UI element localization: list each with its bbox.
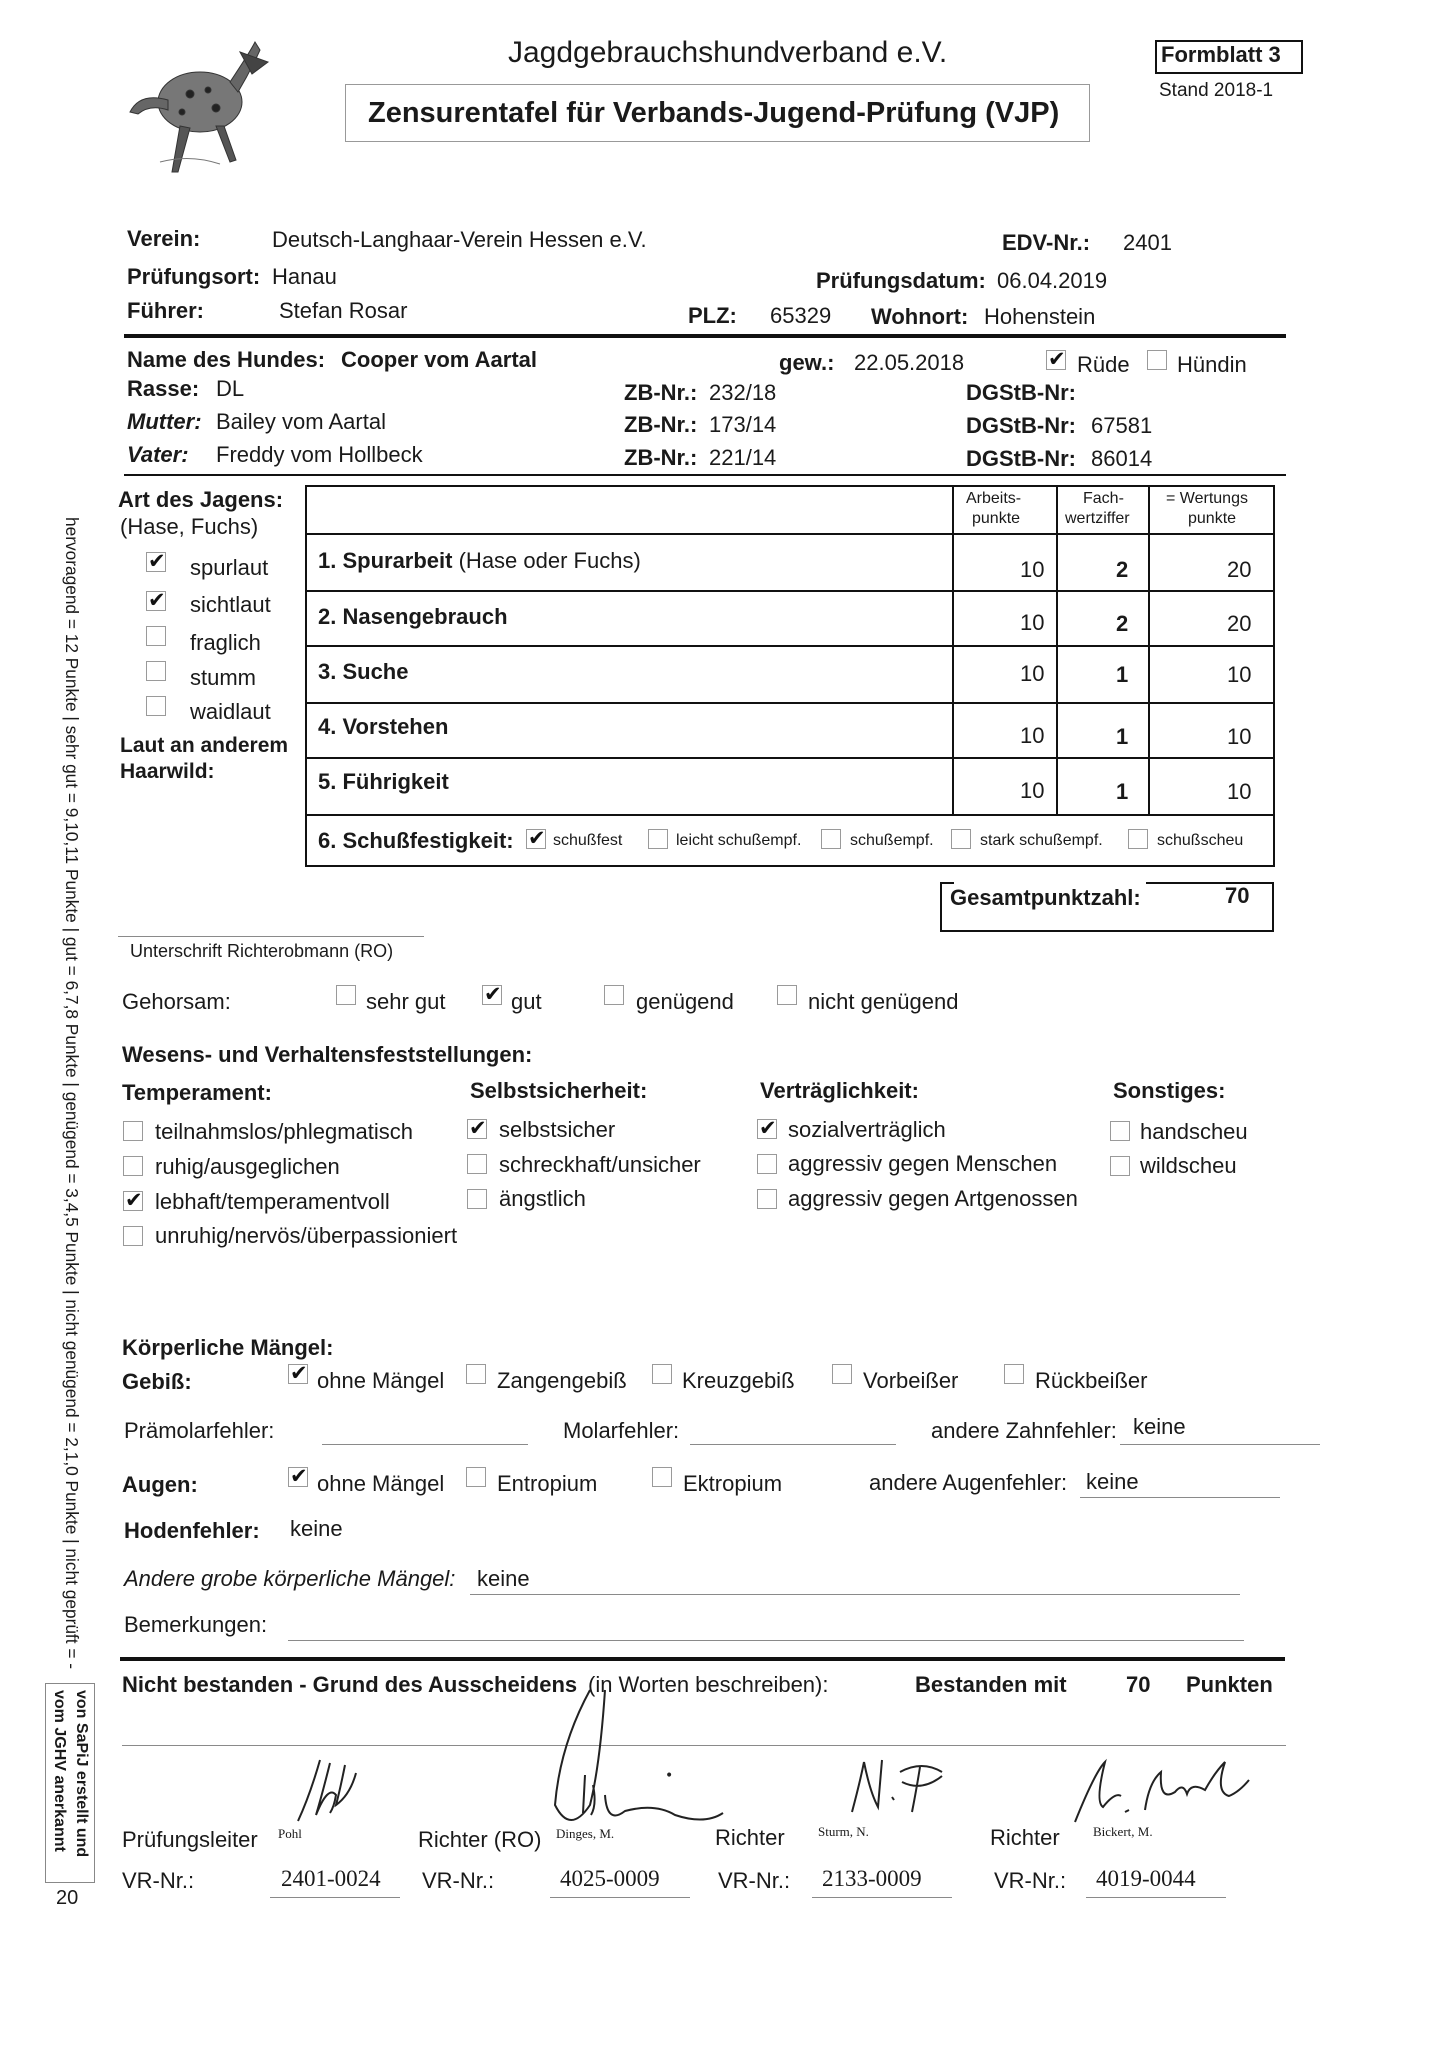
gew-value: 22.05.2018 xyxy=(854,350,965,375)
aengstlich-label: ängstlich xyxy=(499,1186,586,1211)
vater-label: Vater: xyxy=(127,442,189,467)
andere-zahn-value: keine xyxy=(1133,1414,1186,1439)
richter-3-role: Richter xyxy=(990,1825,1060,1850)
signature-sturm xyxy=(842,1752,962,1822)
dgstb-vater-value: 86014 xyxy=(1091,446,1153,471)
total-top-line-right xyxy=(1146,882,1274,884)
formblatt-label: Formblatt 3 xyxy=(1161,42,1281,67)
row-line-3 xyxy=(305,702,1275,704)
schussempf-label: schußempf. xyxy=(850,832,934,849)
wildscheu-label: wildscheu xyxy=(1140,1153,1237,1178)
scores-table xyxy=(305,485,1275,867)
richter-2-vr: 2133-0009 xyxy=(822,1866,922,1891)
zb-mutter-value: 173/14 xyxy=(709,412,777,437)
zb-label-hund: ZB-Nr.: xyxy=(624,380,698,405)
koerper-title: Körperliche Mängel: xyxy=(122,1335,334,1360)
dgstb-mutter-value: 67581 xyxy=(1091,413,1153,438)
spurlaut-checkbox[interactable] xyxy=(146,552,166,572)
unruhig-label: unruhig/nervös/überpassioniert xyxy=(155,1223,458,1248)
nicht-bestanden-label: Nicht bestanden - Grund des Ausscheidens xyxy=(122,1672,578,1697)
sichtlaut-label: sichtlaut xyxy=(190,592,271,617)
arbeits-header-2: punkte xyxy=(972,510,1021,527)
andere-augen-label: andere Augenfehler: xyxy=(869,1470,1068,1495)
pruefungsleiter-vr: 2401-0024 xyxy=(281,1866,381,1891)
fuehrigkeit-ap: 10 xyxy=(1020,778,1045,803)
aggressiv-menschen-checkbox[interactable] xyxy=(757,1154,777,1174)
kreuzgebiss-label: Kreuzgebiß xyxy=(682,1368,795,1393)
richter-2-vr-label: VR-Nr.: xyxy=(718,1868,791,1893)
fach-header-2: wertziffer xyxy=(1065,510,1130,527)
andere-zahn-line xyxy=(1120,1444,1320,1445)
ro-signature-line xyxy=(118,936,424,937)
stand-label: Stand 2018-1 xyxy=(1159,80,1274,101)
entropium-checkbox[interactable] xyxy=(466,1467,486,1487)
edv-label: EDV-Nr.: xyxy=(1002,230,1091,255)
teilnahmslos-label: teilnahmslos/phlegmatisch xyxy=(155,1119,414,1144)
sozialvertraeglich-label: sozialverträglich xyxy=(788,1117,946,1142)
waidlaut-checkbox[interactable] xyxy=(146,696,166,716)
nasengebrauch-ap: 10 xyxy=(1020,610,1045,635)
rasse-value: DL xyxy=(216,376,245,401)
vertraeglichkeit-heading: Verträglichkeit: xyxy=(760,1078,919,1103)
vorbeisser-label: Vorbeißer xyxy=(863,1368,959,1393)
suche-ap: 10 xyxy=(1020,661,1045,686)
hoden-value: keine xyxy=(290,1516,343,1541)
richter-2-vr-line xyxy=(812,1897,952,1898)
dgstb-label-mutter: DGStB-Nr: xyxy=(966,413,1076,438)
zb-hund-value: 232/18 xyxy=(709,380,777,405)
lebhaft-checkbox[interactable] xyxy=(123,1191,143,1211)
dgstb-label-hund: DGStB-Nr: xyxy=(966,380,1076,405)
dog-name-value: Cooper vom Aartal xyxy=(341,347,538,372)
augen-ohne-maengel-label: ohne Mängel xyxy=(317,1471,445,1496)
richter-3-vr-label: VR-Nr.: xyxy=(994,1868,1067,1893)
gehorsam-nicht-genuegend-checkbox[interactable] xyxy=(777,985,797,1005)
teilnahmslos-checkbox[interactable] xyxy=(123,1121,143,1141)
pruefungsleiter-vr-line xyxy=(270,1897,400,1898)
praemolar-label: Prämolarfehler: xyxy=(124,1418,275,1443)
huendin-label: Hündin xyxy=(1177,352,1247,377)
fraglich-label: fraglich xyxy=(190,630,261,655)
suche-label: 3. Suche xyxy=(318,659,409,684)
aggressiv-menschen-label: aggressiv gegen Menschen xyxy=(788,1151,1058,1176)
richter-2-role: Richter xyxy=(715,1825,785,1850)
pruefungsleiter-vr-label: VR-Nr.: xyxy=(122,1868,195,1893)
suche-wp: 10 xyxy=(1227,662,1252,687)
vorstehen-label: 4. Vorstehen xyxy=(318,714,449,739)
bemerkungen-label: Bemerkungen: xyxy=(124,1612,268,1637)
spurarbeit-label: 1. Spurarbeit (Hase oder Fuchs) xyxy=(318,548,641,573)
sapij-line-2: vom JGHV anerkannt xyxy=(51,1690,68,1852)
richter-3-vr: 4019-0044 xyxy=(1096,1866,1196,1891)
divider-thin xyxy=(124,474,1286,476)
richter-3-name: Bickert, M. xyxy=(1093,1824,1153,1839)
stark-schussempf-checkbox[interactable] xyxy=(951,829,971,849)
wesen-title: Wesens- und Verhaltensfeststellungen: xyxy=(122,1042,533,1067)
side-scale-text: hervoragend = 12 Punkte | sehr gut = 9,10,11 Punkte | gut = 6,7,8 Punkte | genügend = 3,4,5 Punkte | nicht genügend = 2,1,0 Punkte | nicht geprüft = - xyxy=(62,517,82,1669)
nicht-bestanden-hint: (in Worten beschreiben): xyxy=(588,1672,829,1697)
stumm-label: stumm xyxy=(190,665,256,690)
spurarbeit-fw: 2 xyxy=(1116,557,1129,582)
arbeits-header-1: Arbeits- xyxy=(966,490,1022,507)
spurlaut-label: spurlaut xyxy=(190,555,269,580)
vorstehen-fw: 1 xyxy=(1116,724,1129,749)
wert-header-2: punkte xyxy=(1188,510,1237,527)
lebhaft-label: lebhaft/temperamentvoll xyxy=(155,1189,390,1214)
sozialvertraeglich-checkbox[interactable] xyxy=(757,1119,777,1139)
datum-label: Prüfungsdatum: xyxy=(816,268,986,293)
andere-zahn-label: andere Zahnfehler: xyxy=(931,1418,1117,1443)
schuss-label: 6. Schußfestigkeit: xyxy=(318,828,514,853)
page-number: 20 xyxy=(56,1887,79,1909)
fuehrer-label: Führer: xyxy=(127,298,204,323)
nasengebrauch-fw: 2 xyxy=(1116,611,1129,636)
bestanden-label: Bestanden mit xyxy=(915,1672,1067,1697)
zb-vater-value: 221/14 xyxy=(709,445,777,470)
zb-label-mutter: ZB-Nr.: xyxy=(624,412,698,437)
edv-value: 2401 xyxy=(1123,230,1172,255)
gehorsam-nicht-genuegend-label: nicht genügend xyxy=(808,989,959,1014)
waidlaut-label: waidlaut xyxy=(190,699,271,724)
unruhig-checkbox[interactable] xyxy=(123,1226,143,1246)
grobe-maengel-line xyxy=(470,1594,1240,1595)
praemolar-line xyxy=(322,1444,528,1445)
augen-ohne-maengel-checkbox[interactable] xyxy=(288,1467,308,1487)
gehorsam-sehr-gut-label: sehr gut xyxy=(366,989,446,1014)
fuehrigkeit-label: 5. Führigkeit xyxy=(318,769,449,794)
plz-value: 65329 xyxy=(770,303,832,328)
fuehrigkeit-fw: 1 xyxy=(1116,779,1129,804)
leicht-schussempf-checkbox[interactable] xyxy=(648,829,668,849)
datum-value: 06.04.2019 xyxy=(997,268,1108,293)
wert-header-1: = Wertungs xyxy=(1166,490,1248,507)
richter-ro-vr-label: VR-Nr.: xyxy=(422,1868,495,1893)
gehorsam-genuegend-checkbox[interactable] xyxy=(604,985,624,1005)
mutter-label: Mutter: xyxy=(127,409,202,434)
form-title: Zensurentafel für Verbands-Jugend-Prüfung (VJP) xyxy=(368,97,1060,129)
andere-augen-value: keine xyxy=(1086,1469,1139,1494)
molar-line xyxy=(690,1444,896,1445)
schreckhaft-checkbox[interactable] xyxy=(467,1154,487,1174)
wohnort-label: Wohnort: xyxy=(871,304,969,329)
zangengebiss-label: Zangengebiß xyxy=(497,1368,627,1393)
row-line-5 xyxy=(305,814,1275,816)
richter-ro-name: Dinges, M. xyxy=(556,1826,615,1841)
verein-value: Deutsch-Langhaar-Verein Hessen e.V. xyxy=(272,227,647,252)
ort-value: Hanau xyxy=(272,264,337,289)
ruede-checkbox[interactable] xyxy=(1046,350,1066,370)
ektropium-checkbox[interactable] xyxy=(652,1467,672,1487)
col-line-3 xyxy=(1148,485,1150,816)
gebiss-ohne-maengel-checkbox[interactable] xyxy=(288,1364,308,1384)
rueckbeisser-label: Rückbeißer xyxy=(1035,1368,1148,1393)
stark-schussempf-label: stark schußempf. xyxy=(980,832,1103,849)
aengstlich-checkbox[interactable] xyxy=(467,1189,487,1209)
fraglich-checkbox[interactable] xyxy=(146,626,166,646)
rasse-label: Rasse: xyxy=(127,376,200,401)
laut-title: Art des Jagens: xyxy=(118,487,284,512)
temperament-heading: Temperament: xyxy=(122,1080,272,1105)
laut-subtitle: (Hase, Fuchs) xyxy=(120,514,259,539)
total-label: Gesamtpunktzahl: xyxy=(950,885,1141,910)
nasengebrauch-wp: 20 xyxy=(1227,611,1252,636)
gehorsam-sehr-gut-checkbox[interactable] xyxy=(336,985,356,1005)
rueckbeisser-checkbox[interactable] xyxy=(1004,1364,1024,1384)
sichtlaut-checkbox[interactable] xyxy=(146,591,166,611)
pruefungsleiter-name: Pohl xyxy=(278,1826,302,1841)
vorbeisser-checkbox[interactable] xyxy=(832,1364,852,1384)
aggressiv-artgenossen-checkbox[interactable] xyxy=(757,1189,777,1209)
bestanden-punkte-value: 70 xyxy=(1126,1672,1151,1697)
richter-ro-vr-line xyxy=(550,1897,690,1898)
plz-label: PLZ: xyxy=(688,303,737,328)
total-value: 70 xyxy=(1225,883,1250,908)
nasengebrauch-label: 2. Nasengebrauch xyxy=(318,604,508,629)
hoden-label: Hodenfehler: xyxy=(124,1518,260,1543)
selbstsicher-checkbox[interactable] xyxy=(467,1119,487,1139)
fuehrer-value: Stefan Rosar xyxy=(279,298,408,323)
sapij-line-1: von SaPiJ erstellt und xyxy=(73,1690,90,1858)
spurarbeit-ap: 10 xyxy=(1020,557,1045,582)
svg-text:•: • xyxy=(665,1768,674,1784)
schreckhaft-label: schreckhaft/unsicher xyxy=(499,1152,701,1177)
result-divider xyxy=(120,1657,1285,1661)
fach-header-1: Fach- xyxy=(1083,490,1124,507)
row-line-1 xyxy=(305,590,1275,592)
laut-anderem-label: Laut an anderem xyxy=(120,734,289,757)
grobe-maengel-label: Andere grobe körperliche Mängel: xyxy=(124,1566,456,1591)
signature-pohl xyxy=(290,1755,400,1825)
ro-signature-label: Unterschrift Richterobmann (RO) xyxy=(130,941,394,961)
wildscheu-checkbox[interactable] xyxy=(1110,1156,1130,1176)
gebiss-ohne-maengel-label: ohne Mängel xyxy=(317,1368,445,1393)
gehorsam-label: Gehorsam: xyxy=(122,989,231,1014)
dgstb-label-vater: DGStB-Nr: xyxy=(966,446,1076,471)
pruefungsleiter-role: Prüfungsleiter xyxy=(122,1827,258,1852)
schussscheu-checkbox[interactable] xyxy=(1128,829,1148,849)
bemerkungen-line xyxy=(288,1640,1244,1641)
ruhig-checkbox[interactable] xyxy=(123,1156,143,1176)
ektropium-label: Ektropium xyxy=(683,1471,783,1496)
wohnort-value: Hohenstein xyxy=(984,304,1096,329)
schussempf-checkbox[interactable] xyxy=(821,829,841,849)
richter-3-vr-line xyxy=(1086,1897,1226,1898)
bestanden-punkte-label: Punkten xyxy=(1186,1672,1273,1697)
leicht-schussempf-label: leicht schußempf. xyxy=(676,832,802,849)
aggressiv-artgenossen-label: aggressiv gegen Artgenossen xyxy=(788,1186,1078,1211)
gehorsam-gut-label: gut xyxy=(511,989,542,1014)
richter-2-name: Sturm, N. xyxy=(818,1824,869,1839)
schussfest-label: schußfest xyxy=(553,832,623,849)
richter-ro-role: Richter (RO) xyxy=(418,1827,542,1852)
col-line-1 xyxy=(952,485,954,816)
handscheu-label: handscheu xyxy=(1140,1119,1248,1144)
vorstehen-ap: 10 xyxy=(1020,723,1045,748)
selbstsicher-label: selbstsicher xyxy=(499,1117,616,1142)
zangengebiss-checkbox[interactable] xyxy=(466,1364,486,1384)
gew-label: gew.: xyxy=(779,350,835,375)
kreuzgebiss-checkbox[interactable] xyxy=(652,1364,672,1384)
haarwild-label: Haarwild: xyxy=(120,760,215,783)
row-line-4 xyxy=(305,757,1275,759)
divider xyxy=(124,334,1286,338)
selbstsicherheit-heading: Selbstsicherheit: xyxy=(470,1078,648,1103)
augen-label: Augen: xyxy=(122,1472,198,1497)
mutter-value: Bailey vom Aartal xyxy=(216,409,386,434)
richter-ro-vr: 4025-0009 xyxy=(560,1866,660,1891)
gehorsam-genuegend-label: genügend xyxy=(636,989,734,1014)
ruede-label: Rüde xyxy=(1077,352,1130,377)
ruhig-label: ruhig/ausgeglichen xyxy=(155,1154,340,1179)
molar-label: Molarfehler: xyxy=(563,1418,680,1443)
verein-label: Verein: xyxy=(127,226,201,251)
handscheu-checkbox[interactable] xyxy=(1110,1121,1130,1141)
fuehrigkeit-wp: 10 xyxy=(1227,779,1252,804)
suche-fw: 1 xyxy=(1116,662,1129,687)
sonstiges-heading: Sonstiges: xyxy=(1113,1078,1226,1103)
zb-label-vater: ZB-Nr.: xyxy=(624,445,698,470)
gebiss-label: Gebiß: xyxy=(122,1369,192,1394)
entropium-label: Entropium xyxy=(497,1471,598,1496)
gehorsam-gut-checkbox[interactable] xyxy=(482,985,502,1005)
schussfest-checkbox[interactable] xyxy=(526,829,546,849)
spurarbeit-wp: 20 xyxy=(1227,557,1252,582)
signature-bickert xyxy=(1065,1752,1265,1827)
andere-augen-line xyxy=(1080,1497,1280,1498)
total-top-line xyxy=(940,882,954,884)
huendin-checkbox[interactable] xyxy=(1147,350,1167,370)
stumm-checkbox[interactable] xyxy=(146,661,166,681)
jghv-logo xyxy=(120,22,270,182)
grobe-maengel-value: keine xyxy=(477,1566,530,1591)
row-line-2 xyxy=(305,645,1275,647)
table-header-line xyxy=(305,533,1275,535)
ort-label: Prüfungsort: xyxy=(127,264,261,289)
vater-value: Freddy vom Hollbeck xyxy=(216,442,423,467)
dog-name-label: Name des Hundes: xyxy=(127,347,326,372)
vorstehen-wp: 10 xyxy=(1227,724,1252,749)
col-line-2 xyxy=(1056,485,1058,816)
org-name: Jagdgebrauchshundverband e.V. xyxy=(508,36,948,69)
schussscheu-label: schußscheu xyxy=(1157,832,1244,849)
